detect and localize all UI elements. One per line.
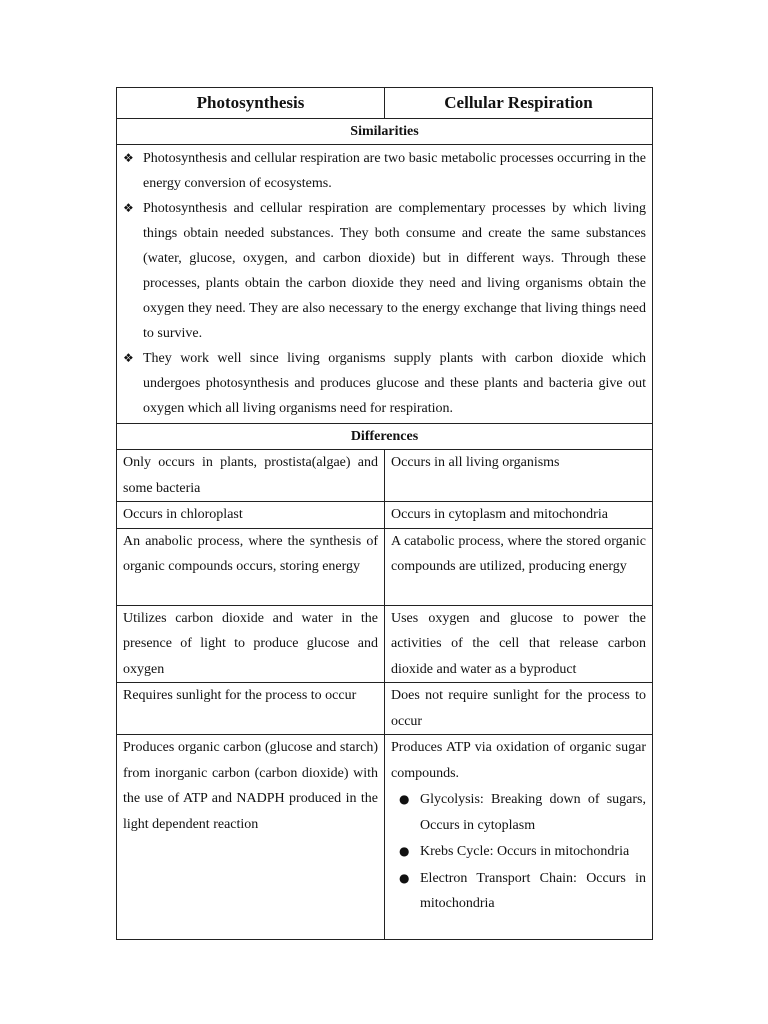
stage-text: Glycolysis: Breaking down of sugars, Occurs in cytoplasm — [420, 792, 646, 833]
photosynthesis-cell: Produces organic carbon (glucose and starch) from inorganic carbon (carbon dioxide) with the use of ATP and NADPH produced in the light dependent reaction — [117, 735, 385, 940]
difference-row — [117, 605, 653, 683]
similarity-item — [123, 346, 646, 421]
difference-row — [117, 450, 653, 502]
similarities-row — [117, 145, 653, 424]
similarity-item — [123, 146, 646, 196]
respiration-cell: Occurs in cytoplasm and mitochondria — [385, 502, 653, 529]
respiration-stages-list — [391, 787, 646, 917]
differences-heading: Differences — [117, 424, 653, 450]
difference-row — [117, 502, 653, 529]
header-photosynthesis: Photosynthesis — [117, 88, 385, 119]
stage-text: Electron Transport Chain: Occurs in mitochondria — [420, 870, 646, 911]
comparison-table — [116, 87, 653, 940]
similarity-text: Photosynthesis and cellular respiration are complementary processes by which living things obtain needed substances. They both consume and create the same substances (water, glucose, oxygen, and carbon dioxide) but in different ways. Through these processes, plants obtain the carbon dioxide they need and living organisms obtain the oxygen they need. They are also necessary to the energy exchange that living things need to survive. — [143, 201, 646, 341]
list-item — [391, 866, 646, 917]
bullet-dot-icon: ● — [399, 870, 410, 885]
difference-row — [117, 683, 653, 735]
similarities-heading-row — [117, 119, 653, 145]
respiration-cell: Does not require sunlight for the process to occur — [385, 683, 653, 735]
photosynthesis-cell: Utilizes carbon dioxide and water in the presence of light to produce glucose and oxygen — [117, 605, 385, 683]
photosynthesis-cell: Only occurs in plants, prostista(algae) and some bacteria — [117, 450, 385, 502]
similarity-text: Photosynthesis and cellular respiration are two basic metabolic processes occurring in the energy conversion of ecosystems. — [143, 151, 646, 191]
similarities-cell — [117, 145, 653, 424]
differences-heading-row — [117, 424, 653, 450]
diamond-bullet-icon: ❖ — [123, 201, 134, 215]
photosynthesis-cell: Requires sunlight for the process to occur — [117, 683, 385, 735]
respiration-cell — [385, 735, 653, 940]
respiration-cell: A catabolic process, where the stored organic compounds are utilized, producing energy — [385, 528, 653, 605]
list-item — [391, 787, 646, 838]
table-header-row — [117, 88, 653, 119]
bullet-dot-icon: ● — [399, 844, 410, 858]
photosynthesis-cell: Occurs in chloroplast — [117, 502, 385, 529]
stage-text: Krebs Cycle: Occurs in mitochondria — [420, 844, 630, 859]
similarity-item — [123, 196, 646, 346]
difference-row — [117, 528, 653, 605]
bullet-dot-icon: ● — [399, 792, 410, 806]
respiration-cell: Uses oxygen and glucose to power the activities of the cell that release carbon dioxide and water as a byproduct — [385, 605, 653, 683]
diamond-bullet-icon: ❖ — [123, 351, 134, 365]
list-item — [391, 839, 646, 865]
respiration-cell: Occurs in all living organisms — [385, 450, 653, 502]
header-cellular-respiration: Cellular Respiration — [385, 88, 653, 119]
photosynthesis-cell: An anabolic process, where the synthesis of organic compounds occurs, storing energy — [117, 528, 385, 605]
difference-row — [117, 735, 653, 940]
diamond-bullet-icon: ❖ — [123, 151, 134, 165]
similarity-text: They work well since living organisms supply plants with carbon dioxide which undergoes photosynthesis and produces glucose and these plants and bacteria give out oxygen which all living organisms need for respiration. — [143, 351, 646, 416]
respiration-text: Produces ATP via oxidation of organic sugar compounds. — [391, 740, 646, 781]
similarities-heading: Similarities — [117, 119, 653, 145]
